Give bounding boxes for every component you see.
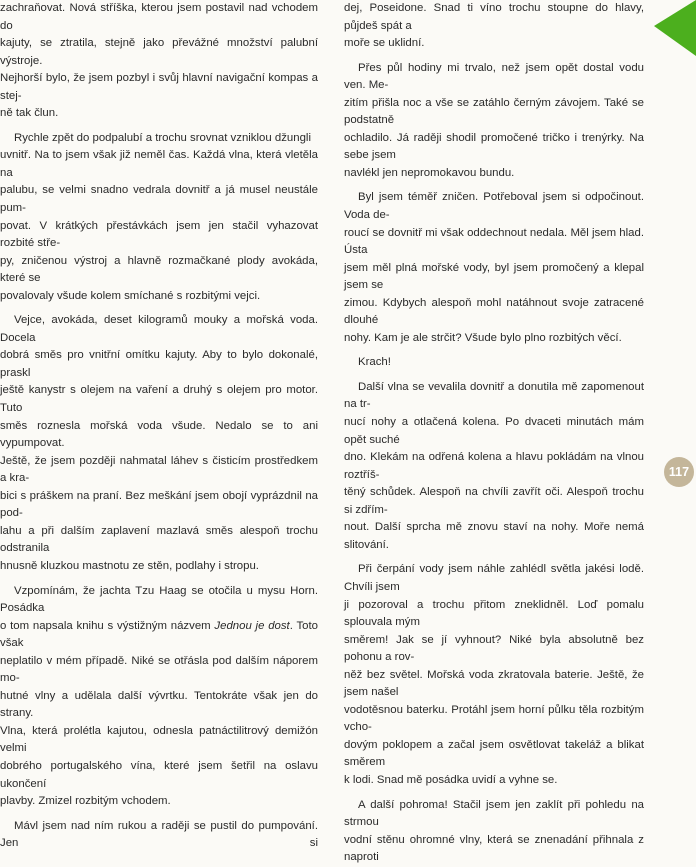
text-line: neplatilo v mém případě. Niké se otřásla pod dalším náporem mo- — [0, 654, 318, 685]
paragraph — [0, 130, 318, 305]
text-line: povalovaly všude kolem smíchané s rozbitými vejci. — [0, 289, 261, 302]
paragraph — [344, 354, 644, 372]
text-line: směrem! Jak se jí vyhnout? Niké byla absolutně bez pohonu a rov- — [344, 633, 644, 664]
text-line: nout. Další sprcha mě znovu staví na nohy. Moře nemá slitování. — [344, 521, 644, 551]
text-line: dovým poklopem a začal jsem osvětlovat takeláž a blikat směrem — [344, 738, 644, 769]
text-line: Krach! — [358, 356, 391, 369]
text-line: bici s práškem na praní. Bez meškání jsem obojí vyprázdnil na pod- — [0, 489, 318, 520]
text-line: Vlna, která prolétla kajutou, odnesla patnáctilitrový demižón velmi — [0, 724, 318, 755]
text-line: Rychle zpět do podpalubí a trochu srovnat vzniklou džungli — [14, 131, 311, 144]
text-line: nohy. Kam je ale strčit? Všude bylo plno rozbitých věcí. — [344, 331, 622, 344]
text-line: A další pohroma! Stačil jsem jen zaklít při pohledu na strmou — [344, 798, 644, 829]
text-line: hutné vlny a udělala další vývrtku. Tentokráte však jen do strany. — [0, 689, 318, 720]
text-line: dobrá směs pro vnitřní omítku kajuty. Aby to bylo dokonalé, praskl — [0, 349, 318, 379]
text-line: něž bez světel. Mořská voda zkratovala baterie. Ještě, že jsem našel — [344, 668, 644, 699]
text-line: zachraňovat. Nová stříška, kterou jsem postavil nad vchodem do — [0, 2, 318, 32]
paragraph — [0, 0, 318, 123]
text-line: roucí se dovnitř mi však oddechnout nedala. Měl jsem hlad. Ústa — [344, 226, 644, 257]
text-line: ještě kanystr s olejem na vaření a druhý s olejem pro motor. Tuto — [0, 384, 318, 415]
text-line: dobrého portugalského vína, které jsem šetřil na oslavu ukončení — [0, 759, 318, 790]
text-line: jsem měl plná mořské vody, byl jsem promočený a klepal jsem se — [344, 261, 644, 292]
text-line: o tom napsala knihu s výstižným názvem Jednou je dost. Toto však — [0, 619, 318, 650]
text-line: Vejce, avokáda, deset kilogramů mouky a mořská voda. Docela — [0, 314, 318, 344]
paragraph — [0, 583, 318, 811]
paragraph — [344, 797, 644, 867]
text-line: py, zničenou výstroj a hlavně rozmačkané plody avokáda, které se — [0, 254, 318, 285]
text-line: Další vlna se vevalila dovnitř a donutila mě zapomenout na tr- — [344, 380, 644, 411]
text-line: hnusně kluzkou mastnotu ze stěn, podlahy i stropu. — [0, 559, 259, 572]
text-line: navlékl jen nepromokavou bundu. — [344, 166, 515, 179]
paragraph — [344, 60, 644, 183]
text-line: povat. V krátkých přestávkách jsem jen stačil vyhazovat rozbité stře- — [0, 219, 318, 250]
text-line: těný schůdek. Alespoň na chvíli zavřít oči. Alespoň trochu si zdřím- — [344, 486, 644, 516]
paragraph — [344, 561, 644, 789]
text-line: moře se uklidní. — [344, 37, 425, 50]
paragraph — [0, 312, 318, 575]
text-line: dej, Poseidone. Snad ti víno trochu stoupne do hlavy, půjdeš spát a — [344, 2, 644, 32]
text-line: dno. Klekám na odřená kolena a hlavu pokládám na vlnou roztříš- — [344, 451, 644, 481]
text-line: vodní stěnu ohromné vlny, která se znenadání přihnala z naproti — [344, 833, 644, 864]
left-text-column — [0, 0, 318, 853]
text-line: ně tak člun. — [0, 107, 59, 120]
text-line: zimou. Kdybych alespoň mohl natáhnout svoje zatracené dlouhé — [344, 296, 644, 327]
text-line: palubu, se velmi snadno vedrala dovnitř a já musel neustále pum- — [0, 184, 318, 215]
paragraph — [0, 818, 318, 853]
text-line: Při čerpání vody jsem náhle zahlédl světla jakési lodě. Chvíli jsem — [344, 563, 644, 593]
green-corner-tab — [652, 0, 696, 56]
text-line: Nejhorší bylo, že jsem pozbyl i svůj hlavní navigační kompas a stej- — [0, 72, 318, 102]
text-line: uvnitř. Na to jsem však již neměl čas. Každá vlna, která vletěla na — [0, 149, 318, 179]
text-line: kajuty, se ztratila, stejně jako převážné množství palubní výstroje. — [0, 37, 318, 67]
text-line: k lodi. Snad mě posádka uvidí a vyhne se. — [344, 773, 558, 786]
text-line: Vzpomínám, že jachta Tzu Haag se otočila u mysu Horn. Posádka — [0, 584, 318, 615]
text-line: vodotěsnou baterku. Protáhl jsem horní půlku těla rozbitým vcho- — [344, 703, 644, 734]
paragraph — [344, 379, 644, 554]
text-line: Ještě, že jsem později nahmatal láhev s čisticím prostředkem a kra- — [0, 454, 318, 485]
text-line: plavby. Zmizel rozbitým vchodem. — [0, 795, 171, 808]
text-line: ji pozoroval a trochu přitom zneklidněl. Loď pomalu splouvala mým — [344, 598, 644, 629]
text-line: lahu a při dalším zaplavení mazlavá směs alespoň trochu odstranila — [0, 524, 318, 555]
text-line: Přes půl hodiny mi trvalo, než jsem opět dostal vodu ven. Me- — [344, 61, 644, 92]
text-line: ochladilo. Já raději shodil promočené tričko i trenýrky. Na sebe jsem — [344, 131, 644, 162]
text-line: nucí nohy a otlačená kolena. Po dvaceti minutách mám opět suché — [344, 416, 644, 446]
paragraph — [344, 189, 644, 347]
text-line: Mávl jsem nad ním rukou a raději se pustil do pumpování. Jen si — [0, 819, 318, 850]
text-line: Byl jsem téměř zničen. Potřeboval jsem si odpočinout. Voda de- — [344, 191, 644, 222]
page-number: 117 — [664, 457, 694, 487]
paragraph — [344, 0, 644, 53]
text-line: zitím přišla noc a vše se zatáhlo černým závojem. Také se podstatně — [344, 96, 644, 127]
right-text-column — [344, 0, 644, 867]
text-line: směs roznesla mořská voda všude. Nedalo se to ani vypumpovat. — [0, 419, 318, 450]
